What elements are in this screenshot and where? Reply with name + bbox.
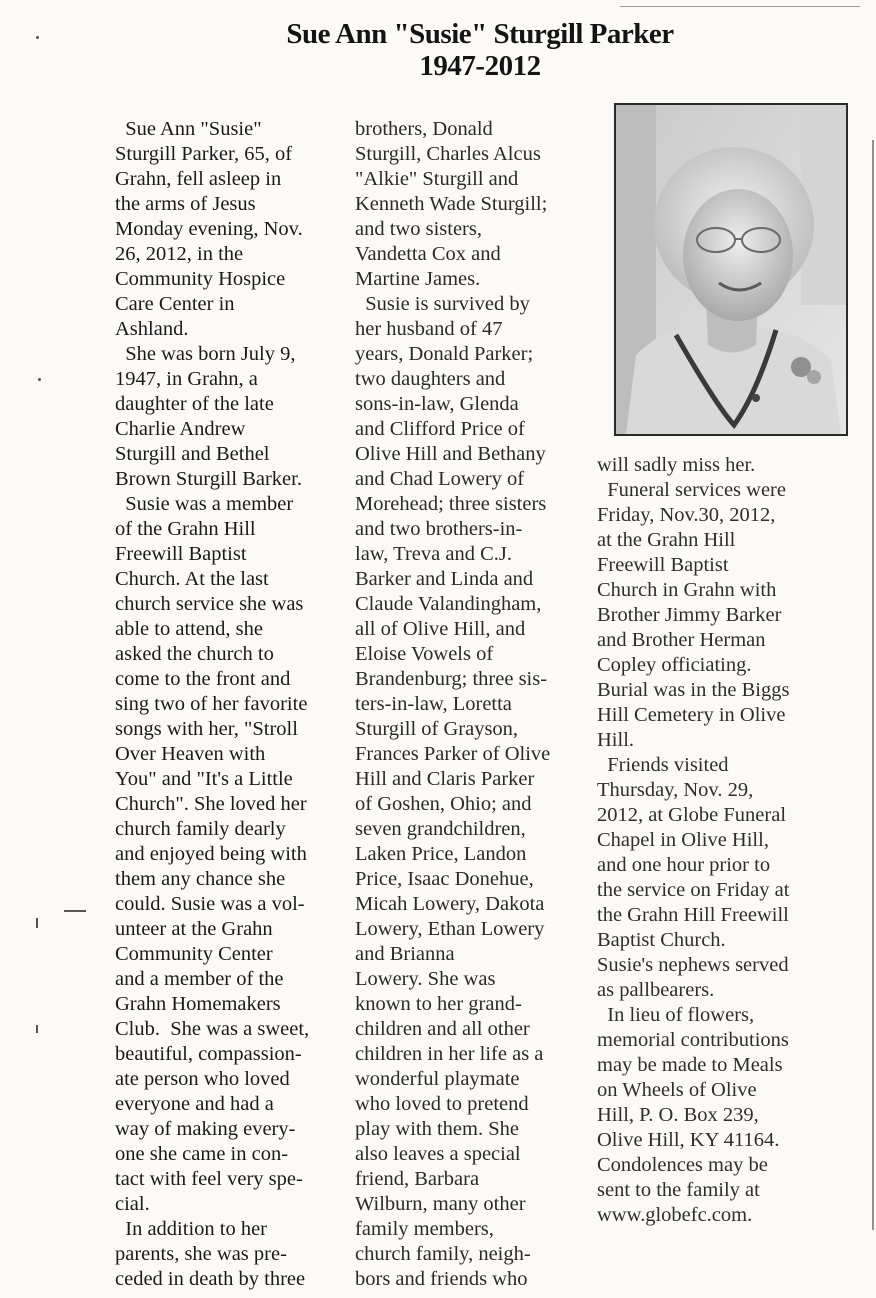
text-line: Church". She loved her [115, 793, 307, 815]
text-line: at the Grahn Hill [597, 529, 736, 551]
text-line: law, Treva and C.J. [355, 543, 512, 565]
scan-speck [64, 910, 86, 912]
scan-speck [36, 36, 39, 39]
text-line: could. Susie was a vol- [115, 893, 305, 915]
text-line: parents, she was pre- [115, 1243, 287, 1265]
text-line: Barker and Linda and [355, 568, 534, 590]
text-line: Brown Sturgill Barker. [115, 468, 302, 490]
text-line: ate person who loved [115, 1068, 290, 1090]
text-line: Copley officiating. [597, 654, 752, 676]
text-line: and a member of the [115, 968, 284, 990]
text-line: Martine James. [355, 268, 481, 290]
text-line: Community Hospice [115, 268, 286, 290]
text-line: Grahn, fell asleep in [115, 168, 282, 190]
text-line: Condolences may be [597, 1154, 768, 1176]
text-line: Susie was a member [115, 493, 294, 515]
text-line: Thursday, Nov. 29, [597, 779, 754, 801]
text-line: Church. At the last [115, 568, 269, 590]
text-line: In lieu of flowers, [597, 1004, 755, 1026]
obituary-headline [0, 18, 876, 82]
scan-artifact-edge [872, 140, 874, 1230]
text-line: as pallbearers. [597, 979, 715, 1001]
text-line: years, Donald Parker; [355, 343, 534, 365]
portrait-image [616, 105, 846, 434]
text-line: Freewill Baptist [597, 554, 729, 576]
scan-speck [36, 918, 38, 928]
text-line: of the Grahn Hill [115, 518, 256, 540]
text-line: Sturgill and Bethel [115, 443, 270, 465]
text-line: Olive Hill and Bethany [355, 443, 546, 465]
portrait-photo [614, 103, 848, 436]
text-line: Charlie Andrew [115, 418, 246, 440]
text-line: In addition to her [115, 1218, 268, 1240]
text-line: Wilburn, many other [355, 1193, 526, 1215]
text-line: cial. [115, 1193, 150, 1215]
text-line: Friends visited [597, 754, 729, 776]
text-line: 26, 2012, in the [115, 243, 244, 265]
text-line: Lowery. She was [355, 968, 496, 990]
text-line: Susie is survived by [355, 293, 530, 315]
text-line: Hill, P. O. Box 239, [597, 1104, 759, 1126]
text-line: songs with her, "Stroll [115, 718, 298, 740]
text-line: Brandenburg; three sis- [355, 668, 548, 690]
text-line: the service on Friday at [597, 879, 790, 901]
text-line: who loved to pretend [355, 1093, 529, 1115]
text-line: Friday, Nov.30, 2012, [597, 504, 776, 526]
text-line: also leaves a special [355, 1143, 521, 1165]
text-line: Kenneth Wade Sturgill; [355, 193, 548, 215]
text-line: one she came in con- [115, 1143, 289, 1165]
text-line: and two brothers-in- [355, 518, 523, 540]
text-line: Brother Jimmy Barker [597, 604, 782, 626]
text-line: on Wheels of Olive [597, 1079, 757, 1101]
text-line: Susie's nephews served [597, 954, 789, 976]
text-line: Monday evening, Nov. [115, 218, 303, 240]
text-line: may be made to Meals [597, 1054, 783, 1076]
text-line: Over Heaven with [115, 743, 266, 765]
scan-speck [38, 378, 41, 381]
text-line: Sturgill Parker, 65, of [115, 143, 293, 165]
text-column-1 [115, 117, 343, 1292]
scan-artifact-line [620, 6, 860, 7]
text-line: She was born July 9, [115, 343, 296, 365]
text-line: beautiful, compassion- [115, 1043, 302, 1065]
text-line: family members, [355, 1218, 494, 1240]
headline-name: Sue Ann "Susie" Sturgill Parker [286, 18, 674, 50]
text-line: church family dearly [115, 818, 286, 840]
text-line: friend, Barbara [355, 1168, 480, 1190]
text-line: church service she was [115, 593, 304, 615]
text-line: asked the church to [115, 643, 274, 665]
text-line: Claude Valandingham, [355, 593, 542, 615]
text-line: tact with feel very spe- [115, 1168, 303, 1190]
text-line: Community Center [115, 943, 273, 965]
text-line: Morehead; three sisters [355, 493, 547, 515]
text-line: play with them. She [355, 1118, 519, 1140]
text-line: Freewill Baptist [115, 543, 247, 565]
text-line: Eloise Vowels of [355, 643, 494, 665]
text-line: everyone and had a [115, 1093, 274, 1115]
text-line: Funeral services were [597, 479, 786, 501]
text-line: able to attend, she [115, 618, 264, 640]
text-line: church family, neigh- [355, 1243, 531, 1265]
text-line: will sadly miss her. [597, 454, 756, 476]
text-line: wonderful playmate [355, 1068, 520, 1090]
headline-years: 1947-2012 [419, 50, 541, 82]
text-line: Baptist Church. [597, 929, 726, 951]
text-line: Ashland. [115, 318, 189, 340]
text-line: and Chad Lowery of [355, 468, 525, 490]
text-line: Sturgill of Grayson, [355, 718, 519, 740]
text-line: ters-in-law, Loretta [355, 693, 512, 715]
text-line: brothers, Donald [355, 118, 493, 140]
text-line: her husband of 47 [355, 318, 503, 340]
text-column-3 [597, 453, 837, 1228]
text-line: and one hour prior to [597, 854, 771, 876]
text-line: www.globefc.com. [597, 1204, 753, 1226]
text-line: ceded in death by three [115, 1268, 306, 1290]
text-column-2 [355, 117, 587, 1292]
text-line: Sue Ann "Susie" [115, 118, 262, 140]
text-line: all of Olive Hill, and [355, 618, 526, 640]
text-line: Laken Price, Landon [355, 843, 527, 865]
text-line: Grahn Homemakers [115, 993, 281, 1015]
text-line: Sturgill, Charles Alcus [355, 143, 541, 165]
text-line: them any chance she [115, 868, 286, 890]
text-line: sons-in-law, Glenda [355, 393, 519, 415]
text-line: Micah Lowery, Dakota [355, 893, 545, 915]
text-line: known to her grand- [355, 993, 522, 1015]
text-line: Lowery, Ethan Lowery [355, 918, 545, 940]
text-line: memorial contributions [597, 1029, 789, 1051]
text-line: two daughters and [355, 368, 506, 390]
text-line: 2012, at Globe Funeral [597, 804, 787, 826]
text-line: the arms of Jesus [115, 193, 256, 215]
text-line: Hill. [597, 729, 635, 751]
text-line: sing two of her favorite [115, 693, 308, 715]
text-line: and Brother Herman [597, 629, 766, 651]
text-line: Price, Isaac Donehue, [355, 868, 534, 890]
text-line: children and all other [355, 1018, 530, 1040]
text-line: way of making every- [115, 1118, 296, 1140]
text-line: Olive Hill, KY 41164. [597, 1129, 780, 1151]
text-line: Church in Grahn with [597, 579, 777, 601]
text-line: 1947, in Grahn, a [115, 368, 258, 390]
text-line: You" and "It's a Little [115, 768, 293, 790]
text-line: and enjoyed being with [115, 843, 307, 865]
text-line: Care Center in [115, 293, 235, 315]
text-line: Hill Cemetery in Olive [597, 704, 786, 726]
text-line: "Alkie" Sturgill and [355, 168, 519, 190]
text-line: Club. She was a sweet, [115, 1018, 310, 1040]
text-line: the Grahn Hill Freewill [597, 904, 789, 926]
text-line: Frances Parker of Olive [355, 743, 551, 765]
text-line: Burial was in the Biggs [597, 679, 790, 701]
text-line: bors and friends who [355, 1268, 528, 1290]
text-line: and Brianna [355, 943, 455, 965]
text-line: seven grandchildren, [355, 818, 526, 840]
text-line: Hill and Claris Parker [355, 768, 535, 790]
text-line: unteer at the Grahn [115, 918, 273, 940]
scan-speck [36, 1025, 38, 1033]
text-line: come to the front and [115, 668, 291, 690]
text-line: and two sisters, [355, 218, 482, 240]
text-line: Vandetta Cox and [355, 243, 501, 265]
text-line: sent to the family at [597, 1179, 760, 1201]
text-line: children in her life as a [355, 1043, 544, 1065]
text-line: daughter of the late [115, 393, 274, 415]
text-line: Chapel in Olive Hill, [597, 829, 769, 851]
text-line: of Goshen, Ohio; and [355, 793, 532, 815]
text-line: and Clifford Price of [355, 418, 525, 440]
